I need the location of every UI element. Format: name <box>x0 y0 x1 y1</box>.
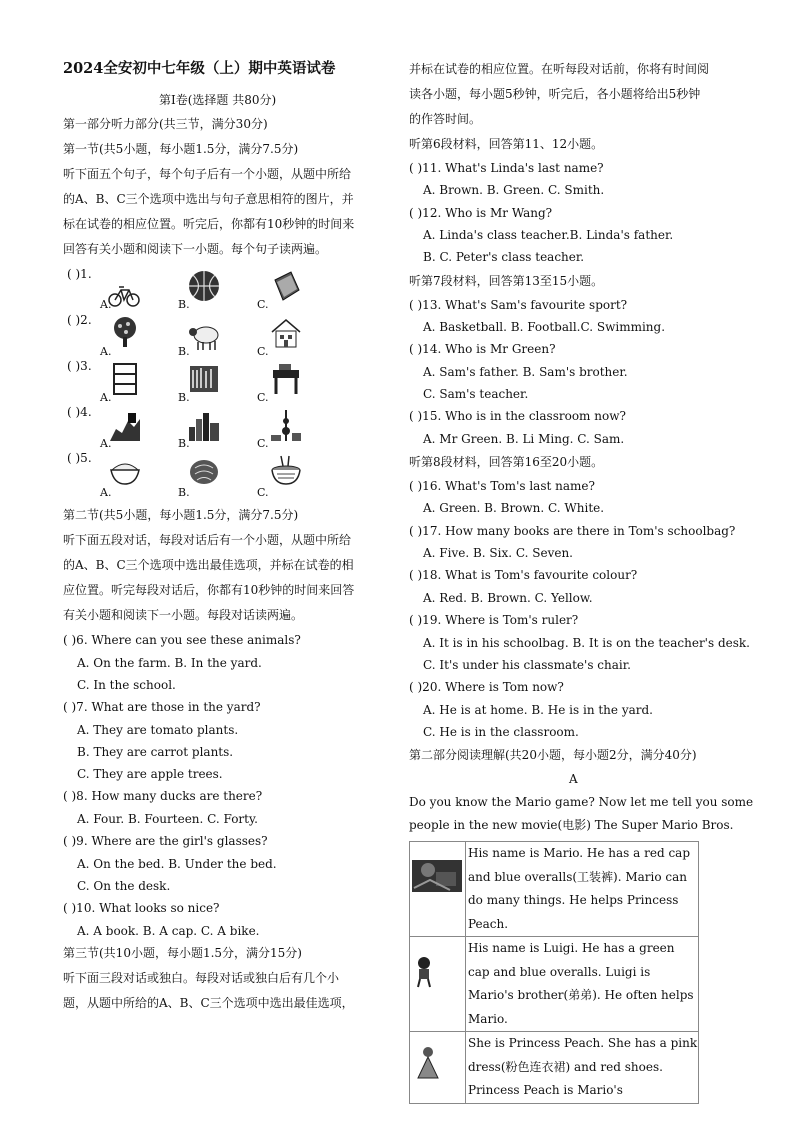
luigi-description: His name is Luigi. He has a green cap and blue overalls. Luigi is Mario's brother(弟弟). He often helps Mario. <box>466 937 699 1032</box>
question-number: ( )2. <box>67 313 92 327</box>
city-skyline-icon <box>187 409 221 443</box>
section1-heading: 第一节(共5小题，每小题1.5分，满分7.5分) <box>63 142 299 156</box>
peach-image-cell <box>410 1032 466 1104</box>
options: A. On the farm. B. In the yard. <box>77 656 262 670</box>
question-number: ( )5. <box>67 451 92 465</box>
character-table <box>409 841 699 1104</box>
mario-image <box>410 842 465 910</box>
options: A. They are tomato plants. <box>77 723 239 737</box>
question-number: ( )3. <box>67 359 92 373</box>
options: A. On the bed. B. Under the bed. <box>77 857 277 871</box>
volume-heading: 第Ⅰ卷(选择题 共80分) <box>159 93 277 107</box>
question-10: ( )10. What looks so nice? <box>63 901 220 915</box>
question-number: ( )4. <box>67 405 92 419</box>
exam-title: 2024全安初中七年级（上）期中英语试卷 <box>63 60 336 77</box>
section3-heading: 第三节(共10小题，每小题1.5分，满分15分) <box>63 946 302 960</box>
mario-description: His name is Mario. He has a red cap and blue overalls(工装裤). Mario can do many things. He helps Princess Peach. <box>466 842 699 937</box>
options: C. On the desk. <box>77 879 171 893</box>
mario-image-cell <box>410 842 466 937</box>
luigi-image <box>410 937 465 1005</box>
options: A. A book. B. A cap. C. A bike. <box>77 924 260 938</box>
peach-description: She is Princess Peach. She has a pink dress(粉色连衣裙) and red shoes. Princess Peach is Mario's <box>466 1032 699 1104</box>
options: C. In the school. <box>77 678 176 692</box>
part2-heading: 第二部分阅读理解(共20小题，每小题2分，满分40分) <box>409 748 697 762</box>
passage-letter: A <box>569 772 578 786</box>
table-row <box>410 937 699 1032</box>
tower-icon <box>269 409 303 443</box>
options: C. They are apple trees. <box>77 767 223 781</box>
section2-heading: 第二节(共5小题，每小题1.5分，满分7.5分) <box>63 508 299 522</box>
shelf-icon <box>108 362 142 396</box>
luigi-image-cell <box>410 937 466 1032</box>
question-8: ( )8. How many ducks are there? <box>63 789 263 803</box>
question-6: ( )6. Where can you see these animals? <box>63 633 301 647</box>
question-7: ( )7. What are those in the yard? <box>63 700 261 714</box>
noodles-icon <box>269 454 303 488</box>
bicycle-icon <box>107 276 141 310</box>
tree-icon <box>108 315 142 349</box>
options: B. They are carrot plants. <box>77 745 234 759</box>
princess-peach-image <box>410 1032 465 1100</box>
table-row <box>410 1032 699 1104</box>
table-icon <box>269 362 303 396</box>
options: A. Four. B. Fourteen. C. Forty. <box>77 812 258 826</box>
sheep-icon <box>187 318 221 352</box>
book-icon <box>269 270 303 304</box>
rice-bowl-icon <box>108 454 142 488</box>
house-icon <box>269 316 303 350</box>
dumplings-icon <box>187 454 221 488</box>
question-9: ( )9. Where are the girl's glasses? <box>63 834 268 848</box>
table-row <box>410 842 699 937</box>
question-number: ( )1. <box>67 267 92 281</box>
great-wall-icon <box>108 409 142 443</box>
bookshelf-icon <box>187 362 221 396</box>
basketball-icon <box>187 269 221 303</box>
part1-heading: 第一部分听力部分(共三节，满分30分) <box>63 117 268 131</box>
